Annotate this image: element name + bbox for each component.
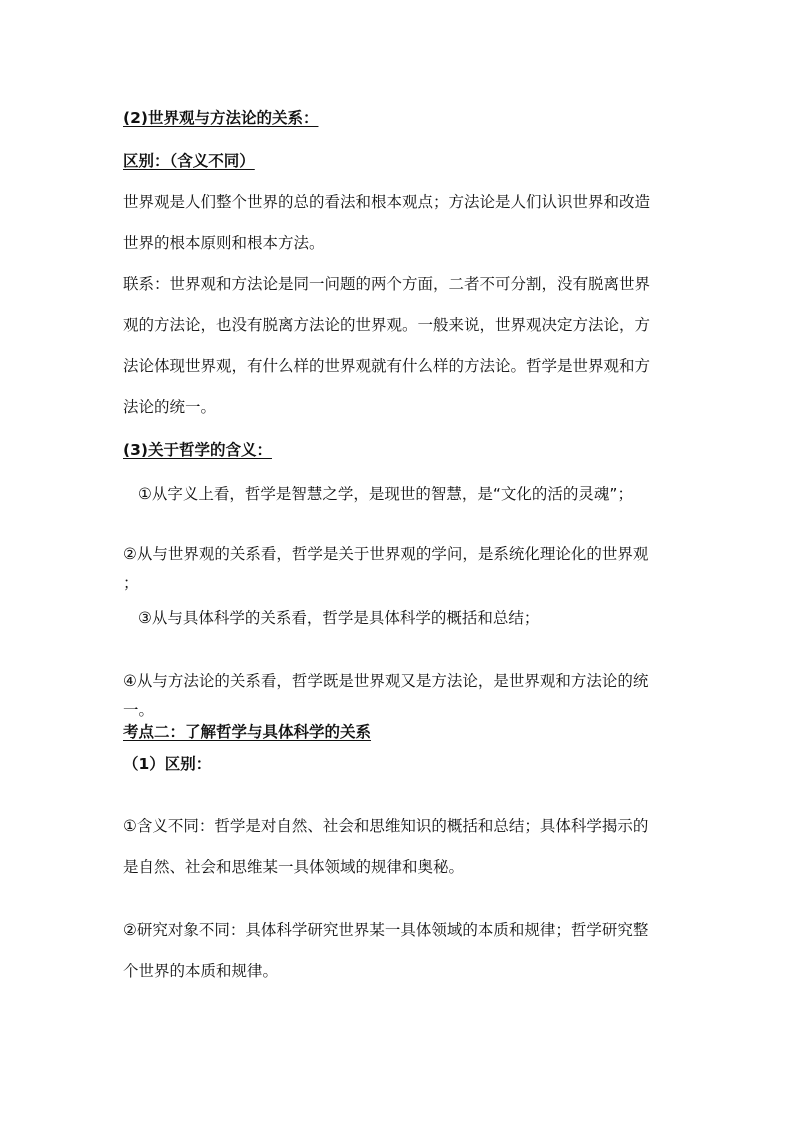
section-heading-worldview-methodology: (2)世界观与方法论的关系：	[123, 109, 319, 127]
list-item: ①从字义上看，哲学是智慧之学，是现世的智慧，是“文化的活的灵魂”；	[138, 485, 633, 503]
list-item-continuation: 是自然、社会和思维某一具体领域的规律和奥秘。	[123, 858, 465, 876]
paragraph-line: 法论体现世界观，有什么样的世界观就有什么样的方法论。哲学是世界观和方	[123, 357, 651, 375]
list-item: ②研究对象不同：具体科学研究世界某一具体领域的本质和规律；哲学研究整	[123, 921, 649, 939]
list-item-continuation: 一。	[123, 701, 155, 719]
paragraph-line: 世界的根本原则和根本方法。	[123, 234, 325, 252]
paragraph-line: 世界观是人们整个世界的总的看法和根本观点；方法论是人们认识世界和改造	[123, 193, 651, 211]
paragraph-line: 法论的统一。	[123, 398, 217, 416]
sub-heading-difference: （1）区别：	[123, 755, 212, 773]
list-item: ③从与具体科学的关系看，哲学是具体科学的概括和总结；	[138, 609, 540, 627]
section-heading-philosophy-meaning: (3)关于哲学的含义：	[123, 441, 272, 459]
difference-label: 区别：（含义不同）	[123, 152, 255, 170]
list-item: ②从与世界观的关系看，哲学是关于世界观的学问，是系统化理论化的世界观	[123, 545, 649, 563]
list-item: ①含义不同：哲学是对自然、社会和思维知识的概括和总结；具体科学揭示的	[123, 817, 649, 835]
paragraph-line: 联系：世界观和方法论是同一问题的两个方面，二者不可分割，没有脱离世界	[123, 275, 651, 293]
list-item-continuation: 个世界的本质和规律。	[123, 962, 279, 980]
list-item: ④从与方法论的关系看，哲学既是世界观又是方法论，是世界观和方法论的统	[123, 672, 649, 690]
kaodian-heading: 考点二：了解哲学与具体科学的关系	[123, 723, 372, 741]
paragraph-line: 观的方法论，也没有脱离方法论的世界观。一般来说，世界观决定方法论，方	[123, 316, 651, 334]
list-item-continuation: ；	[123, 574, 139, 592]
